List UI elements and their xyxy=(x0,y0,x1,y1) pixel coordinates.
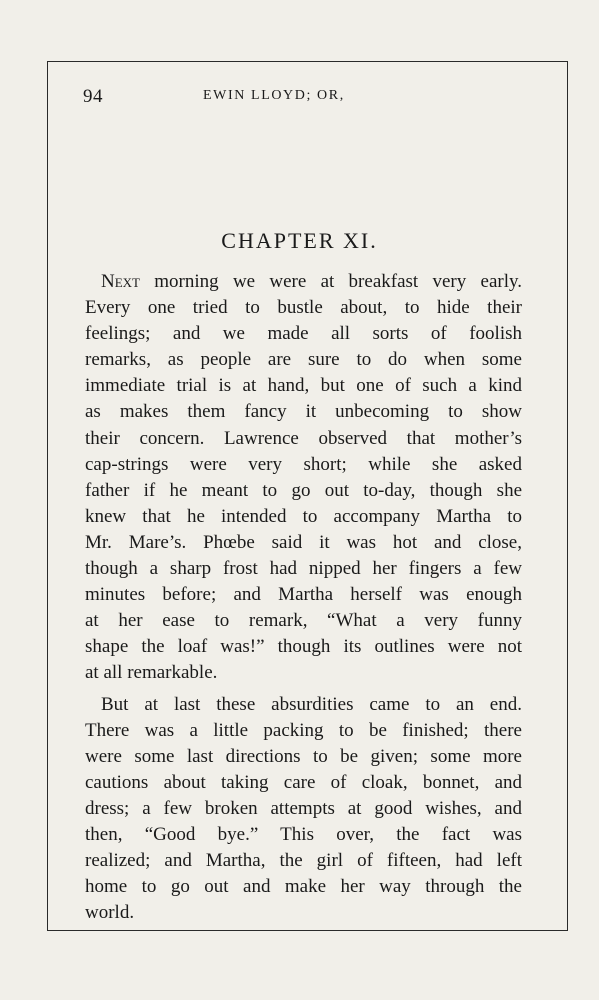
text-line: immediate trial is at hand, but one of such a kind xyxy=(85,375,522,397)
text-line: remarks, as people are sure to do when some xyxy=(85,349,522,371)
body-text xyxy=(85,269,522,926)
text-line: then, “Good bye.” This over, the fact was xyxy=(85,823,522,845)
text-line: feelings; and we made all sorts of foolish xyxy=(85,323,522,345)
text-line: Mr. Mare’s. Phœbe said it was hot and close, xyxy=(85,531,522,553)
text-line: knew that he intended to accompany Martha to xyxy=(85,505,522,527)
text-line: shape the loaf was!” though its outlines were not xyxy=(85,636,522,658)
text-line: were some last directions to be given; some more xyxy=(85,745,522,767)
text-line: There was a little packing to be finished; there xyxy=(85,719,522,741)
text-line: Every one tried to bustle about, to hide their xyxy=(85,297,522,319)
drop-lead-word: Next xyxy=(101,271,140,292)
text-line: realized; and Martha, the girl of fifteen, had left xyxy=(85,850,522,872)
text-line: world. xyxy=(85,902,135,924)
page-number: 94 xyxy=(83,86,103,107)
text-line: their concern. Lawrence observed that mother’s xyxy=(85,427,522,449)
text-line xyxy=(85,269,522,295)
text-line: as makes them fancy it unbecoming to show xyxy=(85,401,522,423)
text-line-rest: morning we were at breakfast very early. xyxy=(140,271,522,292)
page-header xyxy=(83,86,533,110)
text-line: at her ease to remark, “What a very funny xyxy=(85,610,522,632)
text-line: minutes before; and Martha herself was enough xyxy=(85,584,522,606)
text-line: though a sharp frost had nipped her fingers a few xyxy=(85,558,522,580)
text-line: But at last these absurdities came to an end. xyxy=(101,693,522,715)
text-line: cap-strings were very short; while she asked xyxy=(85,453,522,475)
running-head: EWIN LLOYD; OR, xyxy=(203,88,345,103)
text-line: home to go out and make her way through the xyxy=(85,876,522,898)
text-line: cautions about taking care of cloak, bonnet, and xyxy=(85,771,522,793)
text-line: at all remarkable. xyxy=(85,662,218,684)
chapter-title: CHAPTER XI. xyxy=(221,228,378,253)
text-line: dress; a few broken attempts at good wishes, and xyxy=(85,797,522,819)
text-line: father if he meant to go out to-day, though she xyxy=(85,479,522,501)
